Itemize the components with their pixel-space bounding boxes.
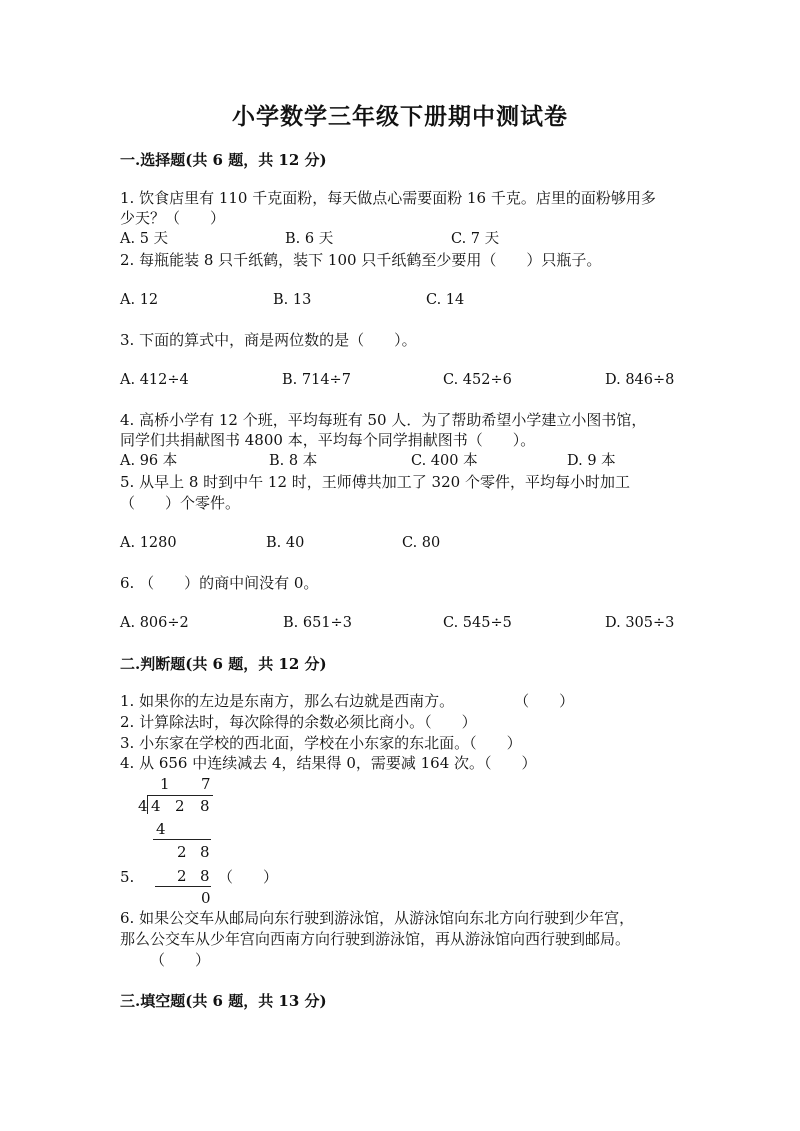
step-line [153,839,211,840]
question-text: 1. 饮食店里有 110 千克面粉，每天做点心需要面粉 16 千克。店里的面粉够用多 [120,189,656,207]
divisor: 4 [138,797,148,815]
question-text: 6. 如果公交车从邮局向东行驶到游泳馆，从游泳馆向东北方向行驶到少年宫， [120,909,635,927]
option-b: B. 6 天 [285,231,334,247]
quotient-digit: 1 [160,775,170,793]
step-line [155,886,211,887]
question-text: 同学们共捐献图书 4800 本，平均每个同学捐献图书（ ）。 [120,431,536,449]
option-c: C. 452÷6 [443,372,512,388]
answer-blank: （ ） [218,868,279,886]
option-a: A. 412÷4 [120,372,189,388]
section-heading-judgment: 二.判断题(共 6 题，共 12 分) [120,655,327,673]
option-d: D. 305÷3 [605,615,675,631]
step-digit: 8 [200,867,210,885]
question-text: 2. 每瓶能装 8 只千纸鹤，装下 100 只千纸鹤至少要用（ ）只瓶子。 [120,251,602,269]
step-digit: 2 [177,867,187,885]
option-d: D. 846÷8 [605,372,675,388]
option-b: B. 13 [273,292,312,308]
step-digit: 8 [200,843,210,861]
option-c: C. 7 天 [451,231,500,247]
quotient-digit: 7 [201,775,211,793]
answer-blank: （ ） [150,951,211,969]
question-text: 4. 高桥小学有 12 个班，平均每班有 50 人．为了帮助希望小学建立小图书馆， [120,411,647,429]
option-c: C. 14 [426,292,465,308]
question-text: 4. 从 656 中连续减去 4，结果得 0，需要减 164 次。（ ） [120,754,537,772]
option-b: B. 8 本 [269,453,318,469]
option-b: B. 40 [266,535,305,551]
question-text: 1. 如果你的左边是东南方，那么右边就是西南方。 （ ） [120,692,575,710]
dividend-digit: 4 [151,797,161,815]
question-text: 3. 小东家在学校的西北面，学校在小东家的东北面。（ ） [120,734,522,752]
option-d: D. 9 本 [567,453,616,469]
page-title: 小学数学三年级下册期中测试卷 [232,103,568,130]
question-text: 少天？（ ） [120,209,226,227]
section-heading-fill: 三.填空题(共 6 题，共 13 分) [120,992,327,1010]
dividend-digit: 8 [200,797,210,815]
step-digit: 2 [177,843,187,861]
option-a: A. 1280 [120,535,177,551]
option-c: C. 545÷5 [443,615,512,631]
question-text: 3. 下面的算式中，商是两位数的是（ ）。 [120,331,417,349]
question-text: 2. 计算除法时，每次除得的余数必须比商小。（ ） [120,713,477,731]
option-a: A. 5 天 [120,231,169,247]
question-text: （ ）个零件。 [120,494,241,512]
option-a: A. 806÷2 [120,615,189,631]
dividend-digit: 2 [175,797,185,815]
option-a: A. 12 [120,292,159,308]
question-number: 5. [120,868,135,886]
option-b: B. 651÷3 [283,615,352,631]
question-text: 5. 从早上 8 时到中午 12 时，王师傅共加工了 320 个零件，平均每小时加工 [120,473,630,491]
option-c: C. 400 本 [411,453,478,469]
option-b: B. 714÷7 [282,372,351,388]
remainder: 0 [201,889,211,907]
step-value: 4 [156,820,166,838]
section-heading-choice: 一.选择题(共 6 题，共 12 分) [120,151,327,169]
division-bar [147,795,213,796]
question-text: 那么公交车从少年宫向西南方向行驶到游泳馆，再从游泳馆向西行驶到邮局。 [120,930,631,948]
option-a: A. 96 本 [120,453,178,469]
question-text: 6. （ ）的商中间没有 0。 [120,574,319,592]
option-c: C. 80 [402,535,441,551]
